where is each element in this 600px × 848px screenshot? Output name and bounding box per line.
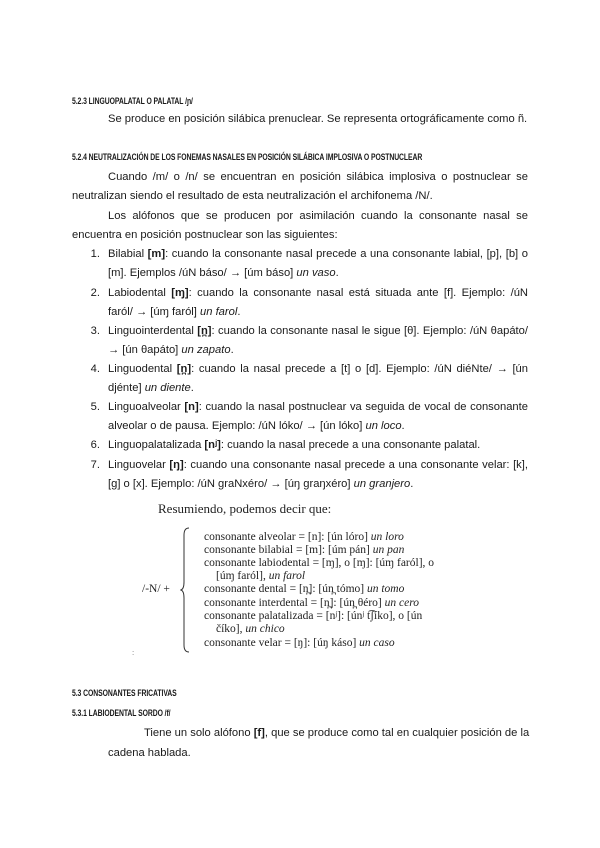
- summary-row: consonante palatalizada = [nʲ]: [únʲ t͡ʃíko], o [ún: [204, 610, 423, 622]
- list-number: 2.: [90, 287, 100, 299]
- paragraph-5-2-3: Se produce en posición silábica prenuclear. Se representa ortográficamente como ñ.: [108, 113, 528, 125]
- paragraph-line: neutralizan siendo el resultado de esta neutralización el archifonema /N/.: [72, 190, 433, 202]
- paragraph-line: encuentra en posición postnuclear son las siguientes:: [72, 229, 338, 241]
- list-item-line: djénte] un diente.: [108, 382, 194, 394]
- summary-row: consonante bilabial = [m]: [úm pán] un pan: [204, 544, 405, 556]
- summary-row: consonante labiodental = [ɱ], o [ɱ]: [úɱ faról], o: [204, 557, 435, 569]
- summary-row: consonante alveolar = [n]: [ún lóro] un loro: [204, 531, 404, 543]
- list-item-line: → [ún θapáto] un zapato.: [108, 344, 234, 356]
- list-item-line: Linguoalveolar [n]: cuando la nasal postnuclear va seguida de vocal de consonante: [108, 401, 528, 413]
- list-item-line: [g] o [x]. Ejemplo: /úN graNxéro/ → [úŋ graŋxéro] un granjero.: [108, 478, 414, 490]
- summary-row: consonante dental = [n̪]: [ún̪ tómo] un tomo: [204, 583, 405, 595]
- list-number: 1.: [90, 248, 100, 260]
- summary-row: číko], un chico: [216, 623, 285, 635]
- list-number: 4.: [90, 363, 100, 375]
- fricative-line: Tiene un solo alófono [f], que se produce como tal en cualquier posición de la: [144, 727, 530, 739]
- list-item-line: Labiodental [ɱ]: cuando la consonante nasal está situada ante [f]. Ejemplo: /úN: [108, 287, 529, 299]
- summary-row: consonante interdental = [n̪]: [ún̪ θéro] un cero: [204, 597, 419, 609]
- list-number: 5.: [90, 401, 100, 413]
- summary-brace: [180, 527, 192, 653]
- summary-row: consonante velar = [ŋ]: [úŋ káso] un caso: [204, 637, 395, 649]
- list-number: 3.: [90, 325, 100, 337]
- list-item-line: alveolar o de pausa. Ejemplo: /úN lóko/ → [ún lóko] un loco.: [108, 420, 405, 432]
- list-number: 6.: [90, 439, 100, 451]
- summary-label: /-N/ +: [142, 583, 170, 595]
- stray-mark: :: [132, 648, 135, 657]
- list-number: 7.: [90, 459, 100, 471]
- section-heading-5-2-3: 5.2.3 LINGUOPALATAL O PALATAL /ɲ/: [72, 96, 193, 107]
- section-heading-5-3: 5.3 CONSONANTES FRICATIVAS: [72, 688, 177, 699]
- section-heading-5-2-4: 5.2.4 NEUTRALIZACIÓN DE LOS FONEMAS NASALES EN POSICIÓN SILÁBICA IMPLOSIVA O POSTNUCLEAR: [72, 152, 423, 163]
- list-item-line: Linguopalatalizada [nʲ]: cuando la nasal precede a una consonante palatal.: [108, 439, 481, 451]
- summary-row: [úɱ faról], un farol: [216, 570, 306, 582]
- list-item-line: faról/ → [úɱ faról] un farol.: [108, 306, 241, 318]
- paragraph-line: Los alófonos que se producen por asimilación cuando la consonante nasal se: [108, 210, 528, 222]
- list-item-line: Linguointerdental [n̪]: cuando la consonante nasal le sigue [θ]. Ejemplo: /úN θapáto/: [108, 325, 528, 337]
- list-item-line: [m]. Ejemplos /úN báso/ → [úm báso] un vaso.: [108, 267, 339, 279]
- list-item-line: Linguovelar [ŋ]: cuando una consonante nasal precede a una consonante velar: [k],: [108, 459, 528, 471]
- summary-intro: Resumiendo, podemos decir que:: [158, 501, 332, 516]
- paragraph-line: Cuando /m/ o /n/ se encuentran en posición silábica implosiva o postnuclear se: [108, 171, 528, 183]
- list-item-line: Linguodental [n̪]: cuando la nasal precede a [t] o [d]. Ejemplo: /úN diéNte/ → [ún: [108, 363, 529, 375]
- section-heading-5-3-1: 5.3.1 LABIODENTAL SORDO /f/: [72, 708, 171, 719]
- fricative-line: cadena hablada.: [108, 747, 191, 759]
- list-item-line: Bilabial [m]: cuando la consonante nasal precede a una consonante labial, [p], [b] o: [108, 248, 528, 260]
